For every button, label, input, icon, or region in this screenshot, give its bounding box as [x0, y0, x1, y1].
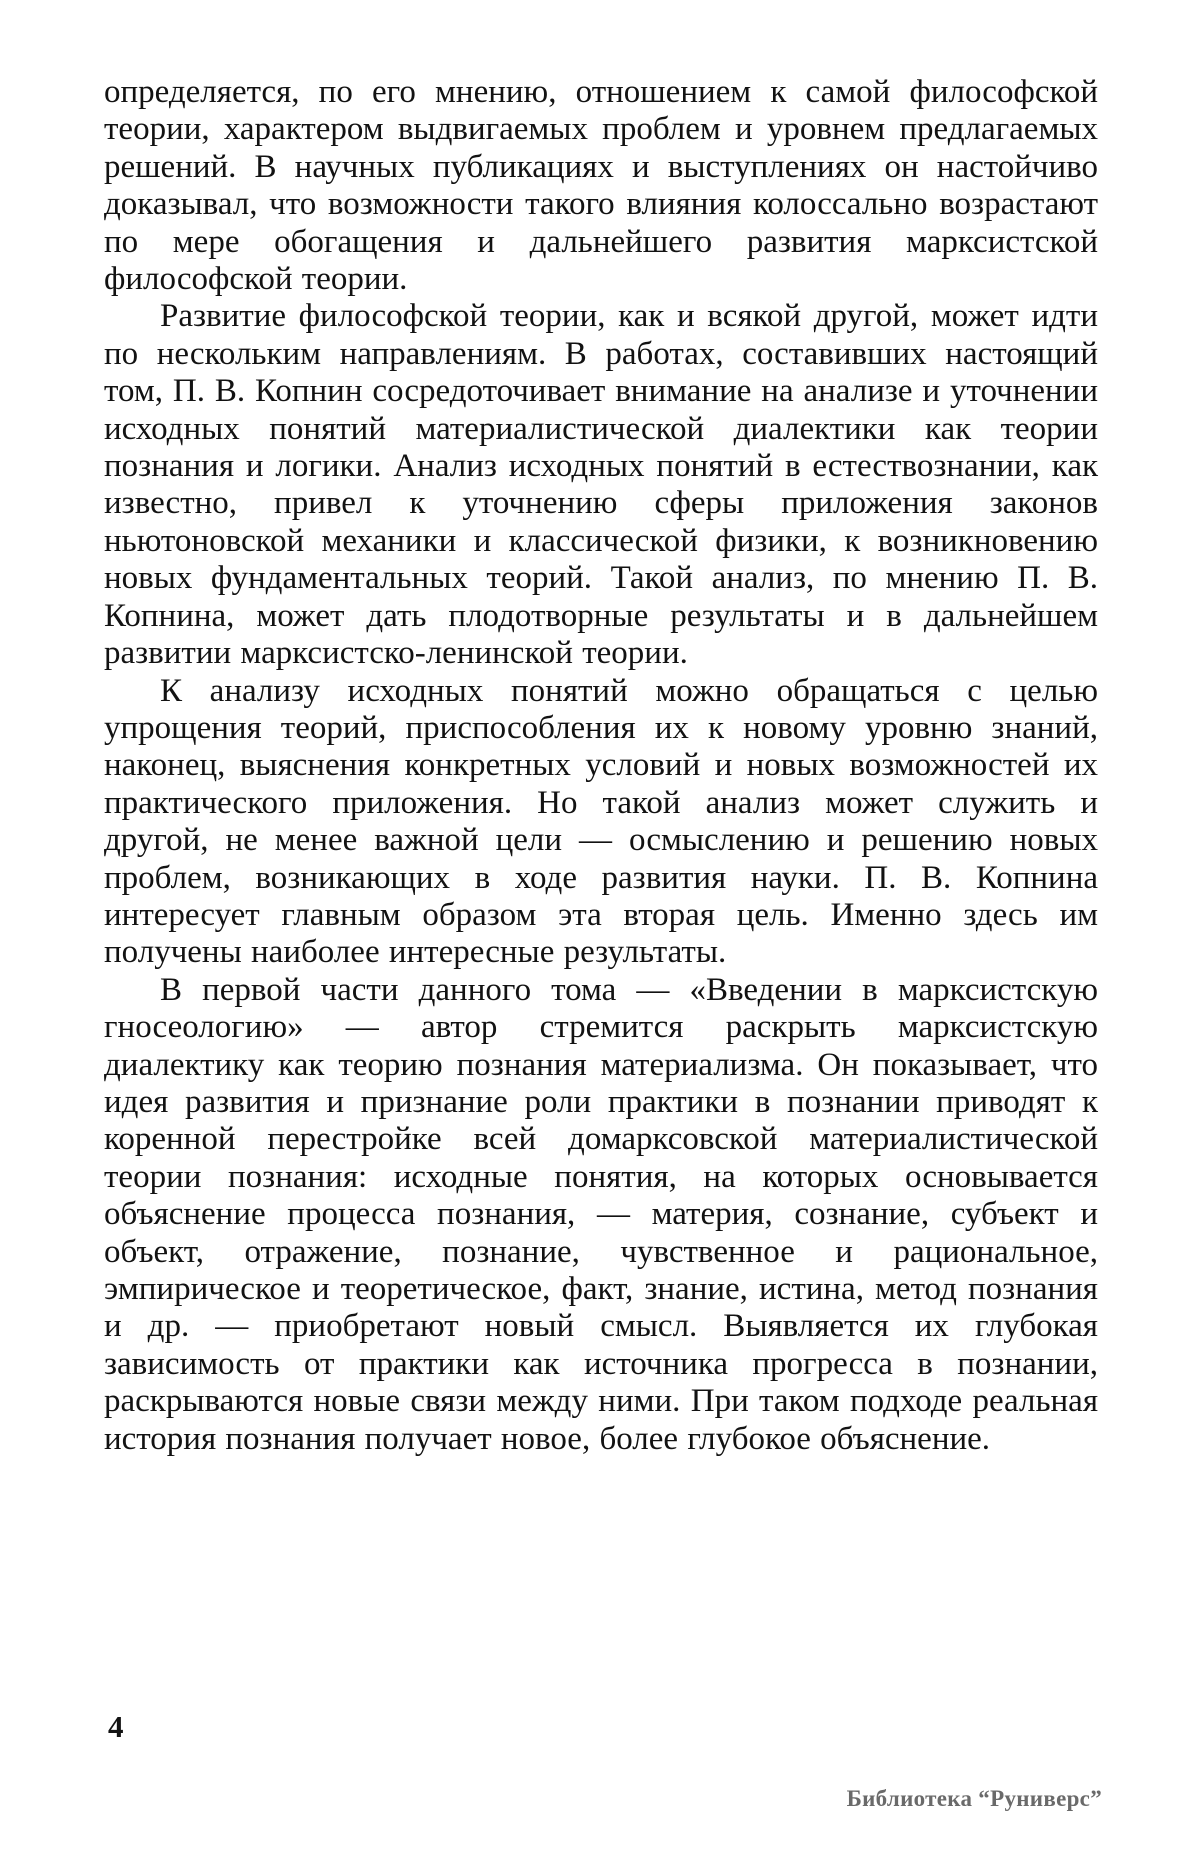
paragraph-4: В первой части данного тома — «Введении в марксистскую гносеологию» — автор стремится раскрыть марксистскую диалектику как теорию познания материализма. Он показывает, что идея развития и признание роли практики в познании приводят к коренной перестройке всей домарксовской материалистической теории познания: исходные понятия, на которых основывается объяснение процесса познания, — материя, сознание, субъект и объект, отражение, познание, чувственное и рациональное, эмпирическое и теоретическое, факт, знание, истина, метод познания и др. — приобретают новый смысл. Выявляется их глубокая зависимость от практики как источника прогресса в познании, раскрываются новые связи между ними. При таком подходе реальная история познания получает новое, более глубокое объяснение. — [104, 971, 1098, 1457]
body-text — [104, 74, 1098, 1458]
paragraph-2: Развитие философской теории, как и всякой другой, может идти по нескольким направлениям. В работах, составивших настоящий том, П. В. Копнин сосредоточивает внимание на анализе и уточнении исходных понятий материалистической диалектики как теории познания и логики. Анализ исходных понятий в естествознании, как известно, привел к уточнению сферы приложения законов ньютоновской механики и классической физики, к возникновению новых фундаментальных теорий. Такой анализ, по мнению П. В. Копнина, может дать плодотворные результаты и в дальнейшем развитии марксистско-ленинской теории. — [104, 298, 1098, 672]
library-credit: Библиотека “Руниверс” — [846, 1786, 1102, 1811]
page-number: 4 — [108, 1709, 124, 1744]
paragraph-3: К анализу исходных понятий можно обращаться с целью упрощения теорий, приспособления их к новому уровню знаний, наконец, выяснения конкретных условий и новых возможностей их практического приложения. Но такой анализ может служить и другой, не менее важной цели — осмыслению и решению новых проблем, возникающих в ходе развития науки. П. В. Копнина интересует главным образом эта вторая цель. Именно здесь им получены наиболее интересные результаты. — [104, 672, 1098, 971]
paragraph-1: определяется, по его мнению, отношением к самой философской теории, характером выдвигаемых проблем и уровнем предлагаемых решений. В научных публикациях и выступлениях он настойчиво доказывал, что возможности такого влияния колоссально возрастают по мере обогащения и дальнейшего развития марксистской философской теории. — [104, 74, 1098, 298]
